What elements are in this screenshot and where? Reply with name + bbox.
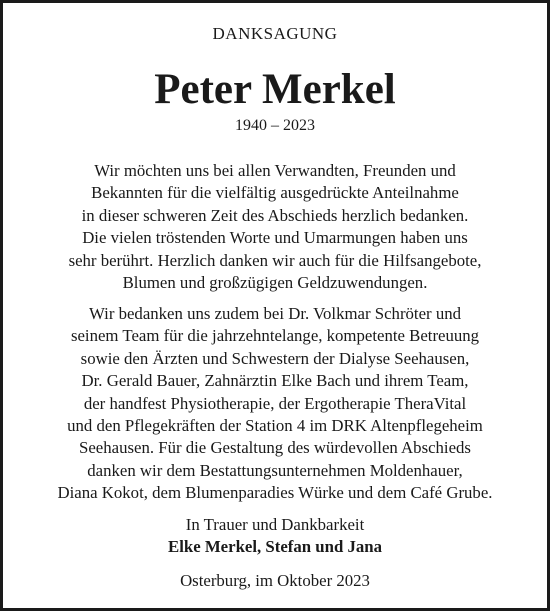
signers: Elke Merkel, Stefan und Jana	[168, 537, 382, 556]
text-line: seinem Team für die jahrzehntelange, kompetente Betreuung	[70, 326, 480, 346]
text-line: Seehausen. Für die Gestaltung des würdevollen Abschieds	[79, 438, 471, 458]
thanks-paragraph-1	[11, 160, 539, 294]
text-line: danken wir dem Bestattungsunternehmen Moldenhauer,	[87, 460, 463, 480]
text-line: und den Pflegekräften der Station 4 im DRK Altenpflegeheim	[67, 416, 483, 436]
text-line: der handfest Physiotherapie, der Ergotherapie TheraVital	[83, 393, 467, 413]
text-line: Bekannten für die vielfältig ausgedrückte Anteilnahme	[91, 183, 459, 203]
text-line: Wir möchten uns bei allen Verwandten, Freunden und	[94, 161, 456, 180]
closing-line: In Trauer und Dankbarkeit	[185, 515, 365, 534]
closing-block	[3, 514, 547, 558]
text-line: Die vielen tröstenden Worte und Umarmungen haben uns	[82, 228, 468, 248]
text-line: Wir bedanken uns zudem bei Dr. Volkmar Schröter und	[88, 304, 461, 323]
text-line: sowie den Ärzten und Schwestern der Dialyse Seehausen,	[80, 348, 470, 368]
text-line: Diana Kokot, dem Blumenparadies Würke und dem Café Grube.	[57, 483, 493, 503]
text-line: in dieser schweren Zeit des Abschieds herzlich bedanken.	[81, 205, 469, 225]
place-and-date: Osterburg, im Oktober 2023	[180, 571, 370, 590]
notice-heading: DANKSAGUNG	[212, 24, 338, 43]
thanks-paragraph-2	[11, 303, 539, 505]
text-line: sehr berührt. Herzlich danken wir auch für die Hilfsangebote,	[68, 250, 482, 270]
deceased-name: Peter Merkel	[154, 66, 396, 113]
text-line: Blumen und großzügigen Geldzuwendungen.	[122, 273, 428, 293]
text-line: Dr. Gerald Bauer, Zahnärztin Elke Bach und ihrem Team,	[81, 371, 469, 391]
life-dates: 1940 – 2023	[235, 117, 315, 134]
